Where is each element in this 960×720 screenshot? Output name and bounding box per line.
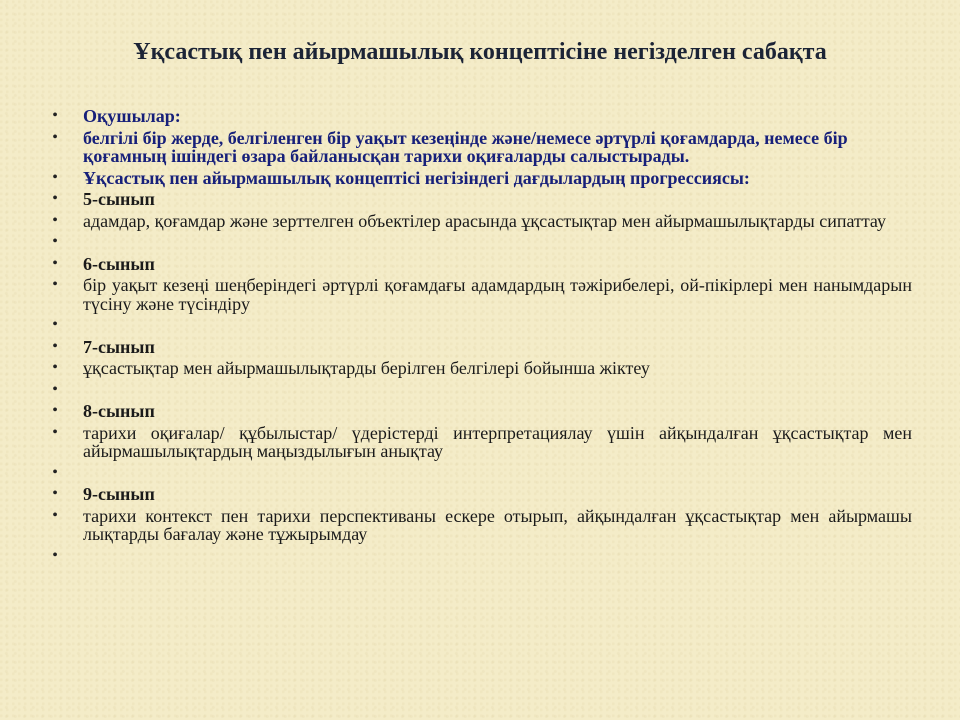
- list-item-text: [83, 464, 912, 483]
- list-item-text: 6-сынып: [83, 253, 155, 274]
- list-item-text: тарихи оқиғалар/ құбылыстар/ үдерістерді интерпретациялау үшін айқындалған ұқсастықтар мен айырмашылықтардың маңыздылығын анықтау: [83, 422, 912, 461]
- bullet-icon: •: [52, 107, 58, 124]
- bullet-icon: •: [52, 128, 58, 146]
- list-item-text: ұқсастықтар мен айырмашылықтарды берілген белгілері бойынша жіктеу: [83, 358, 650, 378]
- bullet-icon: •: [52, 485, 58, 502]
- bullet-icon: •: [52, 380, 58, 398]
- list-item: [48, 129, 912, 166]
- list-item: [48, 190, 912, 209]
- bullet-icon: •: [52, 402, 58, 419]
- list-item-text: [83, 381, 912, 400]
- list-item: [48, 547, 912, 566]
- list-item: [48, 169, 912, 188]
- list-item-text: Ұқсастық пен айырмашылық концептісі негізіндегі дағдылардың прогрессиясы:: [83, 167, 750, 188]
- list-item: [48, 402, 912, 421]
- list-item-text: [83, 316, 912, 335]
- bullet-icon: •: [52, 233, 58, 250]
- list-item: [48, 338, 912, 357]
- list-item: [48, 316, 912, 335]
- bullet-icon: •: [52, 190, 58, 207]
- bullet-icon: •: [52, 211, 58, 229]
- bullet-icon: •: [52, 254, 58, 272]
- list-item-text: 5-сынып: [83, 189, 155, 209]
- bullet-icon: •: [52, 546, 58, 564]
- list-item: [48, 381, 912, 400]
- bullet-icon: •: [52, 276, 58, 293]
- list-item: [48, 212, 912, 231]
- list-item: [48, 107, 912, 126]
- list-item-text: 7-сынып: [83, 336, 155, 357]
- list-item: [48, 424, 912, 461]
- list-item-text: Оқушылар:: [83, 106, 181, 126]
- list-item-text: тарихи контекст пен тарихи перспективаны ескере отырып, айқындалған ұқсастықтар мен айырмашы лықтарды бағалау және тұжырымдау: [83, 505, 912, 544]
- list-item-text: адамдар, қоғамдар және зерттелген объектілер арасында ұқсастықтар мен айырмашылықтарды сипаттау: [83, 210, 887, 231]
- bullet-icon: •: [52, 423, 58, 441]
- bullet-icon: •: [52, 337, 58, 355]
- list-item: [48, 276, 912, 313]
- list-item: [48, 359, 912, 378]
- list-item-text: 9-сынып: [83, 484, 155, 504]
- bullet-icon: •: [52, 359, 58, 376]
- list-item: [48, 233, 912, 252]
- list-item: [48, 464, 912, 483]
- bullet-icon: •: [52, 168, 58, 186]
- slide-title: Ұқсастық пен айырмашылық концептісіне негізделген сабақта: [133, 39, 827, 65]
- bullet-icon: •: [52, 316, 58, 333]
- list-item: [48, 255, 912, 274]
- bullet-icon: •: [52, 463, 58, 481]
- bullet-list: [48, 107, 912, 568]
- list-item: [48, 485, 912, 504]
- list-item-text: белгілі бір жерде, белгіленген бір уақыт кезеңінде және/немесе әртүрлі қоғамдарда, немесе бір қоғамның ішіндегі өзара байланысқан тарихи оқиғаларды салыстырады.: [83, 127, 848, 166]
- bullet-icon: •: [52, 506, 58, 524]
- list-item-text: [83, 233, 912, 252]
- list-item-text: бір уақыт кезеңі шеңберіндегі әртүрлі қоғамдағы адамдардың тәжірибелері, ой-пікірлері мен нанымдарын түсіну және түсіндіру: [83, 275, 912, 314]
- list-item-text: 8-сынып: [83, 401, 155, 421]
- list-item: [48, 507, 912, 544]
- list-item-text: [83, 547, 912, 566]
